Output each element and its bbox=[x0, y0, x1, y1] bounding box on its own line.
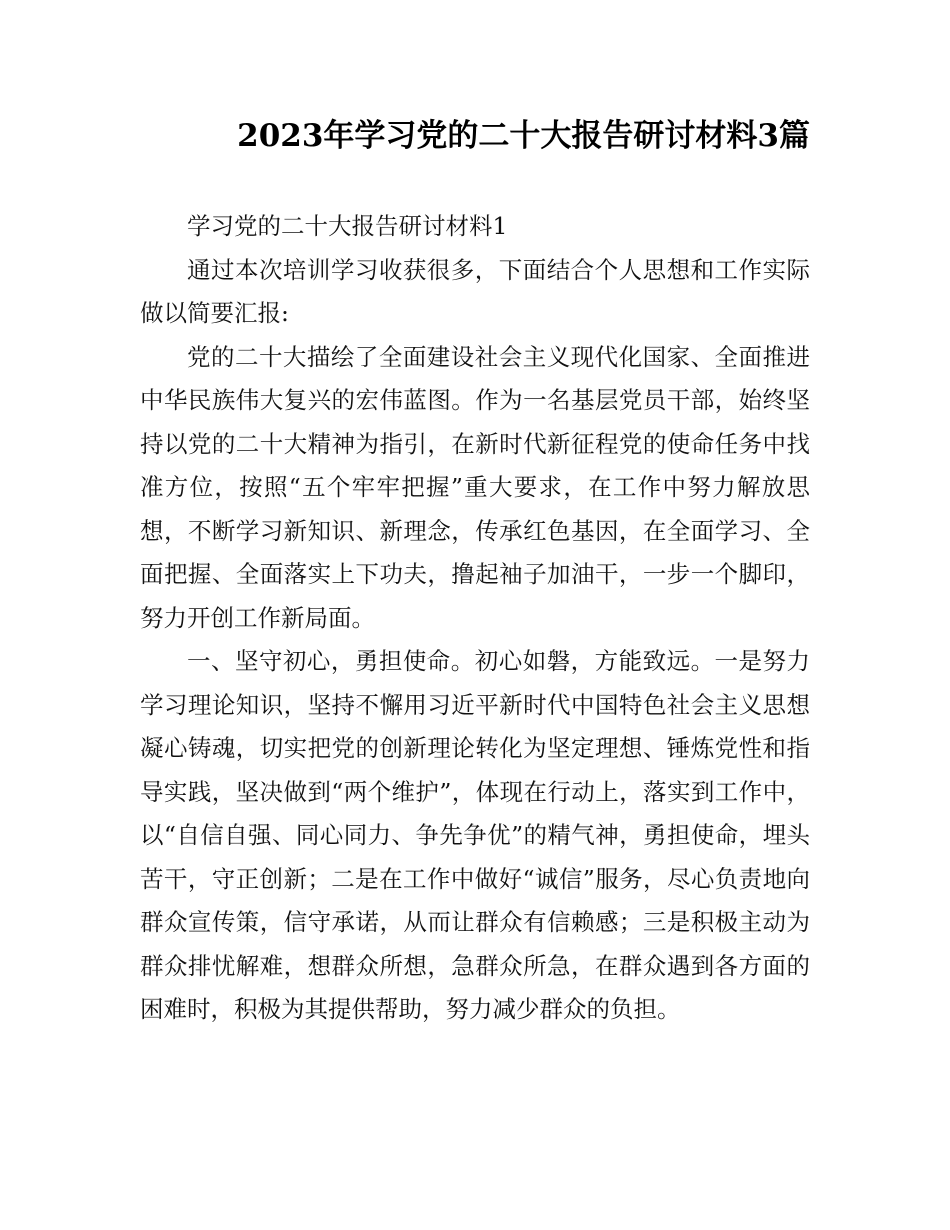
subtitle-paragraph: 学习党的二十大报告研讨材料1 bbox=[187, 212, 508, 240]
document-body bbox=[140, 205, 810, 1032]
body-paragraph: 党的二十大描绘了全面建设社会主义现代化国家、全面推进中华民族伟大复兴的宏伟蓝图。作为一名基层党员干部，始终坚持以党的二十大精神为指引，在新时代新征程党的使命任务中找准方位，按照“五个牢牢把握”重大要求，在工作中努力解放思想，不断学习新知识、新理念，传承红色基因，在全面学习、全面把握、全面落实上下功夫，撸起袖子加油干，一步一个脚印，努力开创工作新局面。 bbox=[140, 342, 810, 632]
intro-paragraph: 通过本次培训学习收获很多，下面结合个人思想和工作实际做以简要汇报: bbox=[140, 255, 810, 327]
section-one-paragraph: 一、坚守初心，勇担使命。初心如磐，方能致远。一是努力学习理论知识，坚持不懈用习近平新时代中国特色社会主义思想凝心铸魂，切实把党的创新理论转化为坚定理想、锤炼党性和指导实践，坚决做到“两个维护”，体现在行动上，落实到工作中，以“自信自强、同心同力、争先争优”的精气神，勇担使命，埋头苦干，守正创新；二是在工作中做好“诚信”服务，尽心负责地向群众宣传策，信守承诺，从而让群众有信赖感；三是积极主动为群众排忧解难，想群众所想，急群众所急，在群众遇到各方面的困难时，积极为其提供帮助，努力减少群众的负担。 bbox=[140, 647, 810, 1023]
document-title: 2023年学习党的二十大报告研讨材料3篇 bbox=[237, 118, 810, 154]
